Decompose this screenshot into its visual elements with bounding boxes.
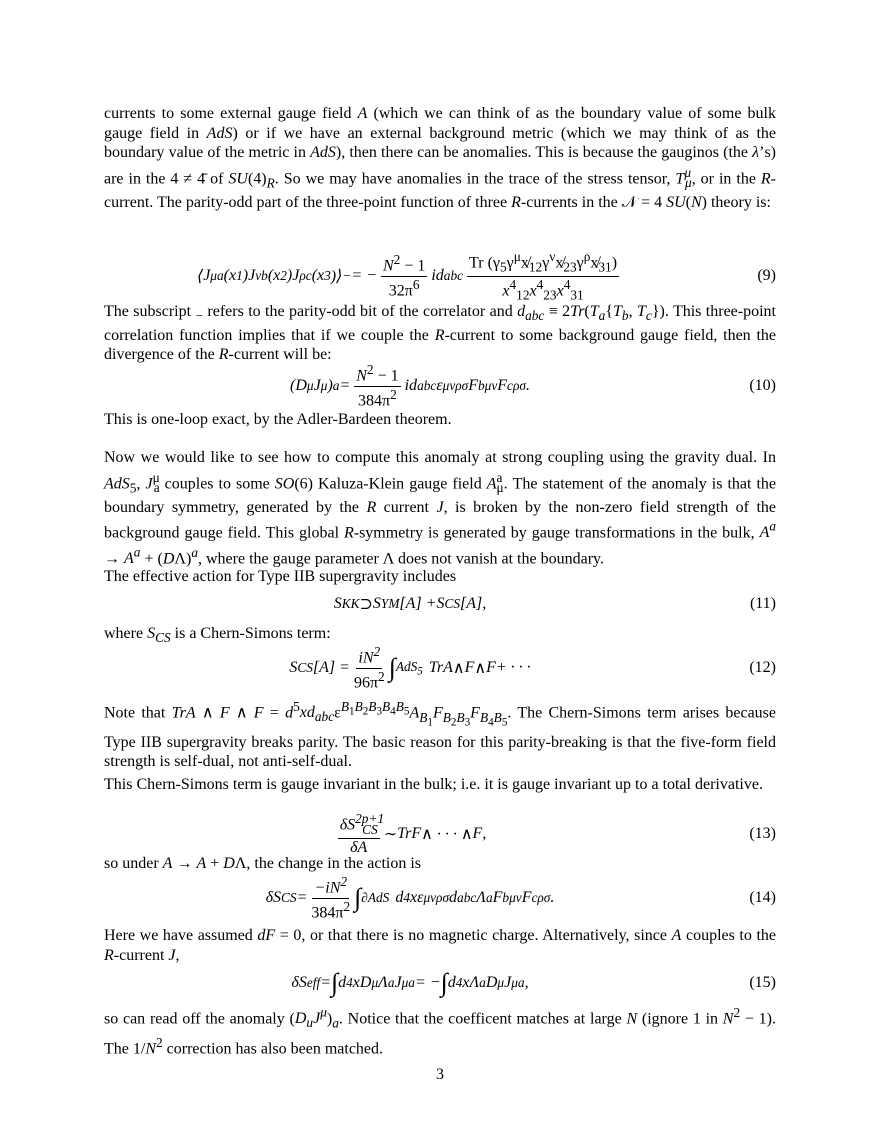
paragraph-3: This is one-loop exact, by the Adler-Bardeen theorem. <box>104 411 452 428</box>
paragraph-2: The subscript $_-$ refers to the parity-odd bit of the correlator and $d_{abc} \equiv 2Tr(T_a\{T_b$, $T_c$}). This three-point correlation function implies that if we couple the R-current to some background gauge field, then the divergence of the R-current will be: <box>104 303 777 364</box>
equation-15-body: δ S eff = ∫ d 4 xD μ Λ a J μ a = − ∫ d 4 x Λ a D μ J μ a , <box>291 968 529 997</box>
equation-14-body: δ S CS = $-iN^2$ $384\pi^2$ ∫ ∂AdS d 4 x ε μνρσ d abc Λ a F b μν F c ρσ . <box>265 874 555 921</box>
equation-number: (14) <box>749 889 776 906</box>
page-number: 3 <box>436 1066 444 1083</box>
equation-12-body: S CS [ A ] = $iN^2$ $96\pi^2$ ∫ AdS$_5$ TrA ∧ F ∧ F + · · · <box>289 644 531 691</box>
equation-15 <box>104 962 776 1004</box>
equation-14 <box>104 874 776 922</box>
equation-number: (11) <box>749 595 776 612</box>
paragraph-9: so under A → A + DΛ, the change in the action is <box>104 855 422 872</box>
equation-9 <box>104 248 776 303</box>
paragraph-11: so can read off the anomaly $(D_uJ^\mu)_a$. Notice that the coefficent matches at large N (ignore 1 in $N^2 - 1$). The $1/N^2$ correction has also been matched. <box>104 1005 777 1058</box>
equation-11 <box>104 584 776 624</box>
equation-13 <box>104 810 776 858</box>
equation-11-body: S KK ⊃ S YM [ A ] + S CS [ A ], <box>333 595 487 613</box>
equation-number: (12) <box>749 659 776 676</box>
equation-9-body: ⟨ J μ a ( x 1 ) J ν b ( x 2 ) J ρ c ( x 3 )⟩ − = − $\frac{N^2 - 1}{32\pi^6}$ id abc Tr $(\gamma_5\gamma^\mu x̸_{12}\gamma^\nu x̸_{23}\gamma^\rho x̸_{31})$ $x^4_{12}x^4_{23}x^4_{31}$ <box>196 248 618 303</box>
paragraph-4: Now we would like to see how to compute this anomaly at strong coupling using the gravity dual. In AdS$_5$, $J^\mu_a$ couples to some SO(6) Kaluza-Klein gauge field $A^a_\mu$. The statement of the anomaly is that the boundary symmetry, generated by the R current J, is broken by the non-zero field strength of the background gauge field. This global R-symmetry is generated by gauge transformations in the bulk, $A^a \to A^a + (D\Lambda)^a$, where the gauge parameter Λ does not vanish at the boundary. <box>104 449 777 568</box>
equation-number: (15) <box>749 974 776 991</box>
paragraph-7: Note that TrA ∧ F ∧ $F = d^5xd_{abc}\varepsilon^{B_1B_2B_3B_4B_5}A_{B_1}F_{B_2B_3}F_{B_4B_5}$. The Chern-Simons term arises because Type IIB supergravity breaks parity. The basic reason for this parity-breaking is that the five-form field strength is self-dual, not anti-self-dual. <box>104 699 777 771</box>
equation-10-body: ( D μ J μ ) a = $N^2 - 1$ $384\pi^2$ id abc ε μνρσ F b μν F c ρσ . <box>290 362 530 409</box>
paragraph-5: The effective action for Type IIB supergravity includes <box>104 568 457 585</box>
paragraph-6: where $S_{CS}$ is a Chern-Simons term: <box>104 625 331 646</box>
equation-13-body: $\delta S^{2p+1}_{CS}$ δA ∼ TrF ∧ · · · ∧ F , <box>339 811 487 856</box>
equation-number: (10) <box>749 377 776 394</box>
equation-number: (13) <box>749 825 776 842</box>
equation-12 <box>104 644 776 692</box>
equation-10 <box>104 362 776 410</box>
equation-number: (9) <box>757 267 776 284</box>
paragraph-8: This Chern-Simons term is gauge invariant in the bulk; i.e. it is gauge invariant up to a total derivative. <box>104 776 763 793</box>
paragraph-10: Here we have assumed dF = 0, or that there is no magnetic charge. Alternatively, since A couples to the R-current J, <box>104 927 777 964</box>
paragraph-1: currents to some external gauge field A (which we can think of as the boundary value of some bulk gauge field in AdS) or if we have an external background metric (which we may think of as the boundary value of the metric in AdS), then there can be anomalies. This is because the gauginos (the λ’s) are in the 4 ≠ 4̄ of $SU(4)_R$. So we may have anomalies in the trace of the stress tensor, $T^\mu_\mu$, or in the R-current. The parity-odd part of the three-point function of three R-currents in the 𝒩 = 4 SU(N) theory is: <box>104 105 777 211</box>
